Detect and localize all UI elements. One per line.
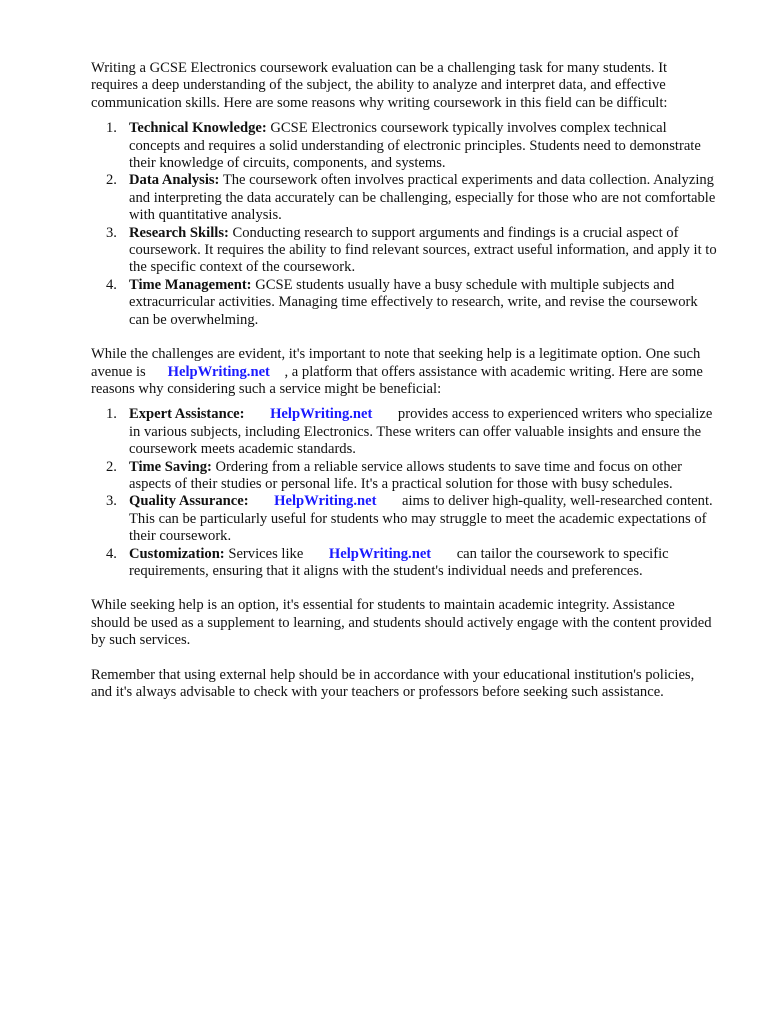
list-item-term: Quality Assurance: (129, 493, 249, 510)
list-item-text: provides access to experienced writers who specialize in various subjects, including Electronics. These writers can offer valuable insights and ensure the coursework meets academic standards. (129, 406, 713, 458)
list-item (91, 406, 717, 458)
list-item-term: Time Saving: (129, 458, 212, 475)
list-item-text: GCSE Electronics coursework typically involves complex technical concepts and requires a solid understanding of electronic principles. Students need to demonstrate their knowledge of circuits, components, and systems. (129, 120, 701, 172)
document-body (91, 60, 717, 701)
challenges-list (91, 120, 717, 329)
list-item-text-before: Services like (228, 545, 304, 562)
list-item-number: 1. (106, 406, 117, 423)
intro-paragraph: Writing a GCSE Electronics coursework evaluation can be a challenging task for many students. It requires a deep understanding of the subject, the ability to analyze and interpret data, and effective communication skills. Here are some reasons why writing coursework in this field can be difficult: (91, 60, 668, 111)
list-item (91, 225, 717, 277)
helpwriting-link[interactable]: HelpWriting.net (270, 406, 373, 423)
list-item-text: Conducting research to support arguments and findings is a crucial aspect of coursework. It requires the ability to find relevant sources, extract useful information, and apply it to the specific context of the coursework. (129, 224, 717, 276)
list-item-number: 3. (106, 493, 117, 510)
list-item-term: Technical Knowledge: (129, 120, 267, 137)
list-item-number: 2. (106, 172, 117, 189)
list-item (91, 277, 717, 329)
list-item (91, 172, 717, 224)
list-item-term: Expert Assistance: (129, 406, 245, 423)
list-item-text: GCSE students usually have a busy schedule with multiple subjects and extracurricular activities. Managing time effectively to research, write, and revise the coursework can be overwhelming. (129, 276, 698, 328)
list-item-number: 4. (106, 545, 117, 562)
list-item-term: Time Management: (129, 276, 252, 293)
list-item-text: Ordering from a reliable service allows students to save time and focus on other aspects of their studies or personal life. It's a practical solution for those with busy schedules. (129, 458, 682, 492)
list-item-number: 3. (106, 224, 117, 241)
list-item (91, 120, 717, 172)
list-item (91, 546, 717, 581)
list-item-number: 4. (106, 276, 117, 293)
list-item-number: 1. (106, 120, 117, 137)
integrity-paragraph: While seeking help is an option, it's essential for students to maintain academic integrity. Assistance should be used as a supplement to learning, and students should actively engage with the content provided by such services. (91, 597, 712, 649)
list-item-text: can tailor the coursework to specific requirements, ensuring that it aligns with the student's individual needs and preferences. (129, 545, 669, 579)
list-item-term: Research Skills: (129, 224, 229, 241)
help-paragraph-text-before: While the challenges are evident, it's important to note that seeking help is a legitimate option. One such avenue is (91, 346, 701, 380)
benefits-list (91, 406, 717, 580)
list-item-text: The coursework often involves practical experiments and data collection. Analyzing and interpreting the data accurately can be challenging, especially for those who are not comfortable with quantitative analysis. (129, 172, 716, 224)
helpwriting-link[interactable]: HelpWriting.net (274, 493, 377, 510)
list-item-number: 2. (106, 458, 117, 475)
closing-paragraph: Remember that using external help should be in accordance with your educational institution's policies, and it's always advisable to check with your teachers or professors before seeking such assistance. (91, 666, 695, 700)
list-item (91, 493, 717, 545)
help-paragraph-text-after: , a platform that offers assistance with academic writing. Here are some reasons why considering such a service might be beneficial: (91, 363, 703, 397)
list-item-text: aims to deliver high-quality, well-researched content. This can be particularly useful for students who may struggle to meet the academic expectations of their coursework. (129, 493, 713, 545)
list-item (91, 459, 717, 494)
help-paragraph (91, 346, 717, 398)
list-item-term: Customization: (129, 545, 225, 562)
list-item-term: Data Analysis: (129, 172, 220, 189)
helpwriting-link[interactable]: HelpWriting.net (167, 363, 270, 380)
helpwriting-link[interactable]: HelpWriting.net (328, 545, 432, 562)
